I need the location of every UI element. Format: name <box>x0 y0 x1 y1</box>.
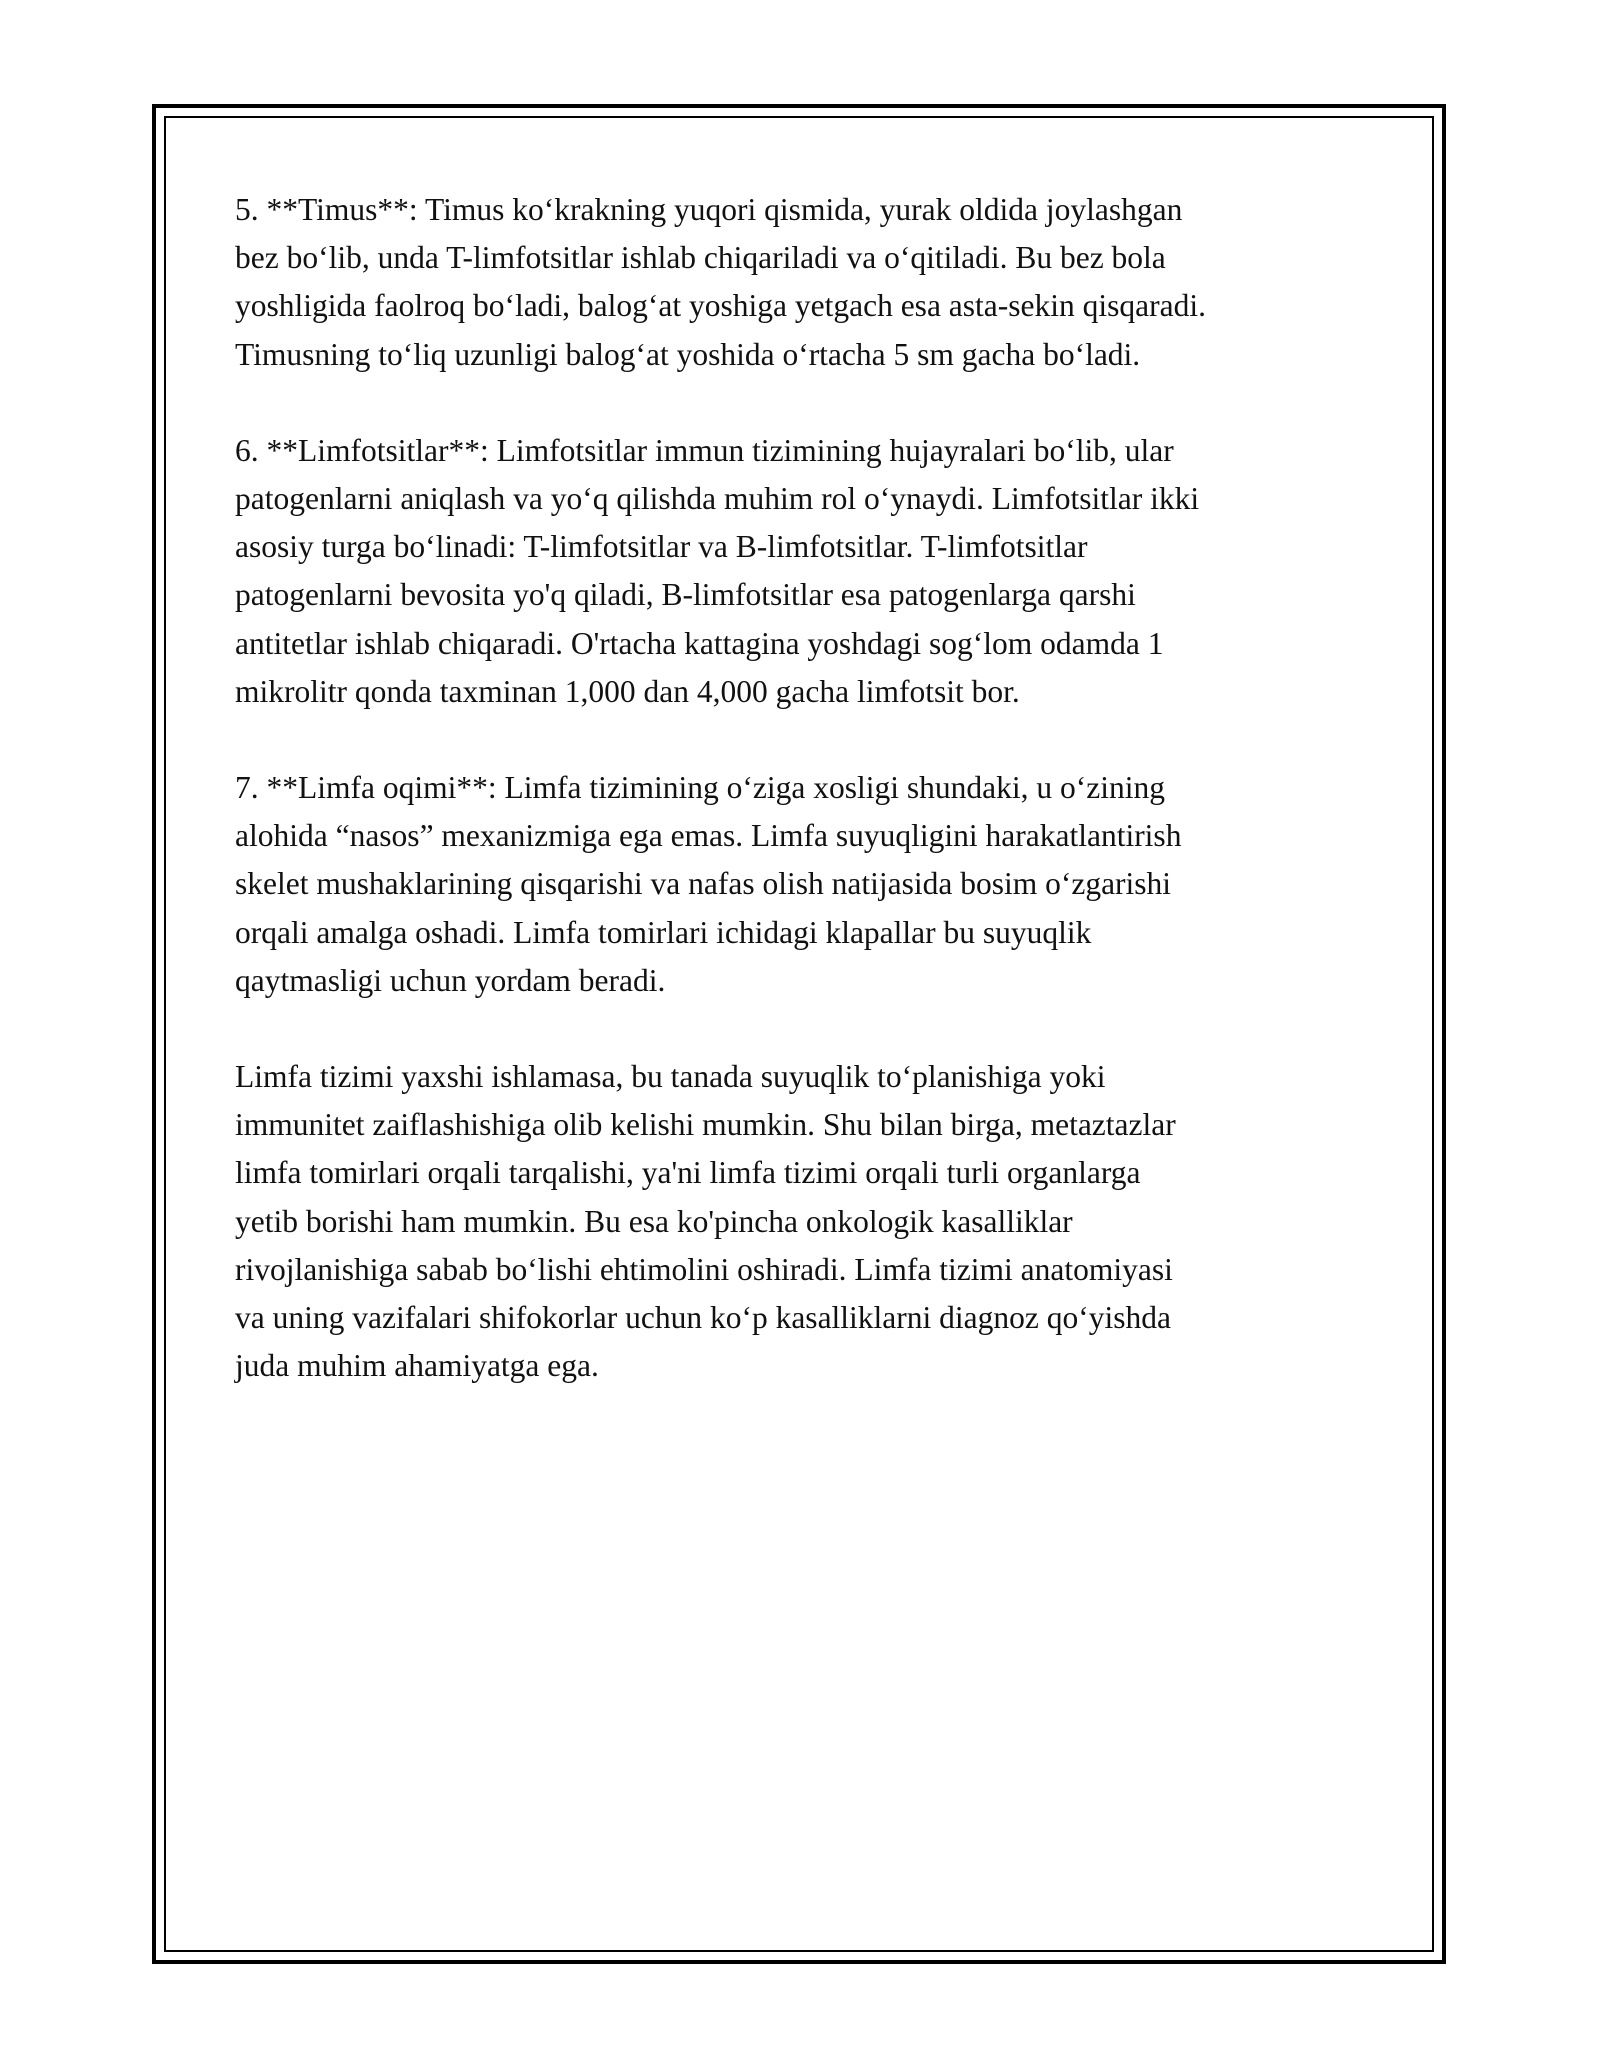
text-line: yetib borishi ham mumkin. Bu esa ko'pincha onkologik kasalliklar <box>235 1203 1073 1239</box>
text-line: alohida “nasos” mexanizmiga ega emas. Limfa suyuqligini harakatlantirish <box>235 818 1182 854</box>
text-line: va uning vazifalari shifokorlar uchun koʻp kasalliklarni diagnoz qoʻyishda <box>235 1300 1171 1336</box>
paragraph-limfa-oqimi <box>235 764 1375 1005</box>
text-line: orqali amalga oshadi. Limfa tomirlari ichidagi klapallar bu suyuqlik <box>235 914 1092 950</box>
text-line: rivojlanishiga sabab boʻlishi ehtimolini oshiradi. Limfa tizimi anatomiyasi <box>235 1251 1173 1287</box>
paragraph-limfotsitlar <box>235 427 1375 716</box>
text-line: asosiy turga boʻlinadi: T-limfotsitlar va B-limfotsitlar. T-limfotsitlar <box>235 529 1088 565</box>
text-line: immunitet zaiflashishiga olib kelishi mumkin. Shu bilan birga, metaztazlar <box>235 1107 1176 1143</box>
text-line: 7. **Limfa oqimi**: Limfa tizimining oʻziga xosligi shundaki, u oʻzining <box>235 770 1165 806</box>
text-line: juda muhim ahamiyatga ega. <box>235 1348 599 1384</box>
text-line: mikrolitr qonda taxminan 1,000 dan 4,000 gacha limfotsit bor. <box>235 673 1020 709</box>
text-line: Timusning toʻliq uzunligi balogʻat yoshida oʻrtacha 5 sm gacha boʻladi. <box>235 336 1141 372</box>
text-line: skelet mushaklarining qisqarishi va nafas olish natijasida bosim oʻzgarishi <box>235 866 1172 902</box>
text-line: Limfa tizimi yaxshi ishlamasa, bu tanada suyuqlik toʻplanishiga yoki <box>235 1059 1106 1095</box>
paragraph-conclusion <box>235 1053 1375 1390</box>
text-line: qaytmasligi uchun yordam beradi. <box>235 962 666 998</box>
text-line: yoshligida faolroq boʻladi, balogʻat yoshiga yetgach esa asta-sekin qisqaradi. <box>235 288 1206 324</box>
paragraph-timus <box>235 186 1375 379</box>
text-line: limfa tomirlari orqali tarqalishi, ya'ni limfa tizimi orqali turli organlarga <box>235 1155 1141 1191</box>
document-body <box>235 186 1375 1438</box>
text-line: 5. **Timus**: Timus koʻkrakning yuqori qismida, yurak oldida joylashgan <box>235 192 1183 227</box>
text-line: patogenlarni aniqlash va yoʻq qilishda muhim rol oʻynaydi. Limfotsitlar ikki <box>235 481 1200 517</box>
text-line: 6. **Limfotsitlar**: Limfotsitlar immun tizimining hujayralari boʻlib, ular <box>235 432 1174 468</box>
text-line: antitetlar ishlab chiqaradi. O'rtacha kattagina yoshdagi sogʻlom odamda 1 <box>235 625 1164 661</box>
text-line: bez boʻlib, unda T-limfotsitlar ishlab chiqariladi va oʻqitiladi. Bu bez bola <box>235 240 1166 276</box>
text-line: patogenlarni bevosita yo'q qiladi, B-limfotsitlar esa patogenlarga qarshi <box>235 577 1136 613</box>
